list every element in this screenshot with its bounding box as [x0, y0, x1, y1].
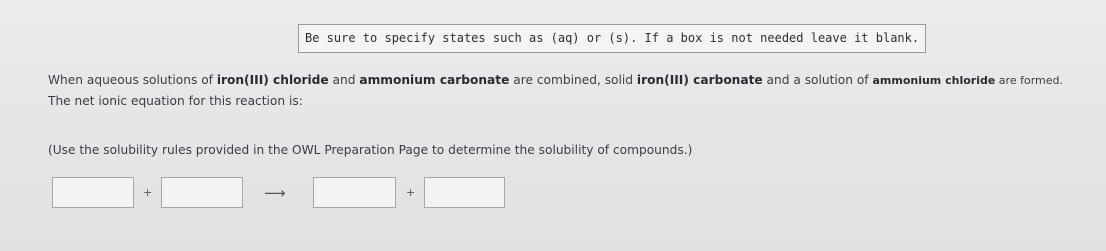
- product-1: iron(III) carbonate: [636, 73, 763, 87]
- problem-text-4: and a solution of: [762, 73, 873, 87]
- problem-text-3: are combined, solid: [509, 73, 637, 87]
- reactant-1-answer-box[interactable]: [52, 177, 134, 208]
- product-2: ammonium chloride: [872, 74, 996, 87]
- reactant-1: iron(III) chloride: [216, 73, 329, 87]
- problem-text-5: are formed.: [995, 74, 1063, 87]
- problem-line-2: The net ionic equation for this reaction is:: [48, 94, 303, 108]
- plus-sign-right: +: [406, 186, 416, 199]
- problem-line-1: [48, 70, 1098, 91]
- plus-sign-left: +: [143, 186, 153, 199]
- reactant-2: ammonium carbonate: [359, 73, 510, 87]
- solubility-note: (Use the solubility rules provided in the OWL Preparation Page to determine the solubility of compounds.): [48, 143, 693, 157]
- instruction-note: Be sure to specify states such as (aq) or (s). If a box is not needed leave it blank.: [298, 24, 926, 53]
- problem-statement: [48, 70, 1098, 111]
- product-1-answer-box[interactable]: [313, 177, 396, 208]
- problem-text-2: and: [328, 73, 360, 87]
- reaction-arrow-icon: ⟶: [264, 184, 286, 202]
- product-2-answer-box[interactable]: [424, 177, 505, 208]
- reactant-2-answer-box[interactable]: [161, 177, 243, 208]
- problem-text-1: When aqueous solutions of: [48, 73, 217, 87]
